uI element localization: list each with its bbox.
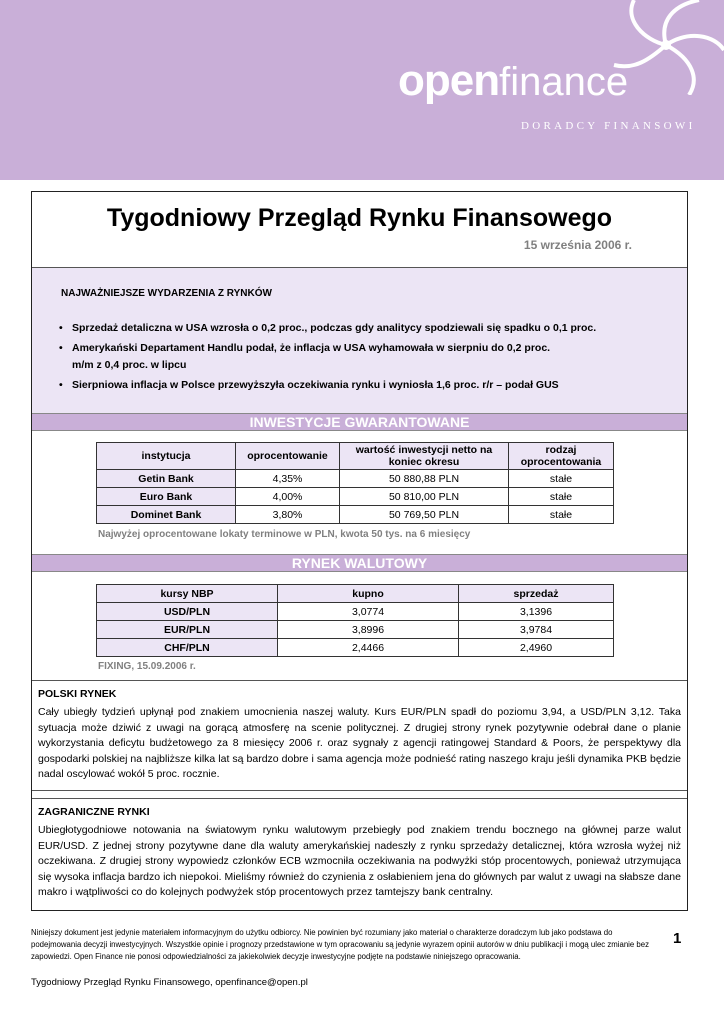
footer-line: Tygodniowy Przegląd Rynku Finansowego, openfinance@open.pl [31, 977, 308, 988]
investments-table [96, 442, 614, 524]
table-cell: stałe [509, 488, 614, 506]
polish-market-section [32, 680, 687, 791]
column-header: rodzaj oprocentowania [509, 443, 614, 470]
brand-logo [398, 56, 628, 106]
section-body: Ubiegłotygodniowe notowania na światowym rynku walutowym przebiegły pod znakiem trendu bocznego na głównej parze walut EUR/USD. Z jednej strony pozytywne dane dla waluty amerykańskiej nadeszły z rynku sprzedaży detalicznej, która wzrosła wyżej niż oczekiwana. Z drugiej strony wypowiedz członków ECB wzmocniła oczekiwania na podwyżki stóp procentowych, ponieważ utrzymująca się wysoka inflacja bardzo ich niepokoi. Mieliśmy również do czynienia z osłabieniem jena do głównych par walut z uwagi na słabsze dane makro i wątpliwości co do kolejnych podwyżek stóp procentowych przez tamtejszy bank centralny. [38, 824, 681, 899]
table-row [97, 488, 614, 506]
table-cell: CHF/PLN [97, 639, 278, 657]
report-date: 15 września 2006 r. [523, 238, 632, 252]
column-header: wartość inwestycji netto na koniec okresu [340, 443, 509, 470]
section-title: POLSKI RYNEK [38, 688, 117, 700]
exchange-rates-table [96, 584, 614, 657]
logo-finance-text: finance [499, 60, 629, 104]
column-header: sprzedaż [459, 585, 614, 603]
disclaimer-text: Niniejszy dokument jest jedynie materiałem informacyjnym do użytku odbiorcy. Nie powinien być rozumiany jako materiał o charakterze doradczym lub jako podstawa do podejmowania decyzji inwestycyjnych. Wszystkie opinie i prognozy przedstawione w tym opracowaniu są jedynie wyrazem opinii autorów w dniu publikacji i mogą ulec zmianie bez zapowiedzi. Open Finance nie ponosi odpowiedzialności za jakiekolwiek decyzje inwestycyjne podjęte na podstawie niniejszego opracowania. [31, 928, 649, 961]
investments-note: Najwyżej oprocentowane lokaty terminowe w PLN, kwota 50 tys. na 6 miesięcy [98, 529, 471, 540]
table-cell: stałe [509, 470, 614, 488]
table-cell: 50 880,88 PLN [340, 470, 509, 488]
table-row [97, 506, 614, 524]
table-cell: Euro Bank [97, 488, 236, 506]
column-header: kupno [278, 585, 459, 603]
list-item: • Amerykański Departament Handlu podał, że inflacja w USA wyhamowała w sierpniu do 0,2 proc. m/m z 0,4 proc. w lipcu [59, 340, 557, 374]
table-cell: 3,1396 [459, 603, 614, 621]
header-banner [0, 0, 724, 180]
key-events-section [32, 267, 687, 415]
page-number: 1 [673, 930, 682, 947]
guaranteed-investments-band: INWESTYCJE GWARANTOWANE [32, 413, 687, 431]
table-cell: 50 769,50 PLN [340, 506, 509, 524]
table-cell: 4,35% [236, 470, 340, 488]
table-row [97, 603, 614, 621]
table-row [97, 470, 614, 488]
table-cell: 2,4466 [278, 639, 459, 657]
list-item: • Sprzedaż detaliczna w USA wzrosła o 0,2 proc., podczas gdy analitycy spodziewali się spadku o 0,1 proc. [59, 320, 672, 337]
table-header-row [97, 443, 614, 470]
table-cell: 3,8996 [278, 621, 459, 639]
table-cell: stałe [509, 506, 614, 524]
section-body: Cały ubiegły tydzień upłynął pod znakiem umocnienia naszej waluty. Kurs EUR/PLN spadł do poziomu 3,94, a USD/PLN 3,12. Taka sytuacja może dziwić z uwagi na gorącą atmosferę na scenie politycznej. Z drugiej strony rynek pozytywnie odebrał dane o planie wykorzystania deficytu budżetowego za 8 miesięcy 2006 r. oraz sygnały z agencji ratingowej Standard & Poors, że perspektywy dla gospodarki polskiej na najbliższe kilka lat są bardzo dobre i sama agencja może podnieść rating naszego kraju jeśli dynamika PKB będzie nadal oscylować wokół 5 proc. rocznie. [38, 706, 681, 781]
table-cell: Dominet Bank [97, 506, 236, 524]
table-cell: USD/PLN [97, 603, 278, 621]
table-cell: 2,4960 [459, 639, 614, 657]
report-frame [31, 191, 688, 911]
table-cell: 3,0774 [278, 603, 459, 621]
key-events-heading: NAJWAŻNIEJSZE WYDARZENIA Z RYNKÓW [61, 288, 272, 299]
column-header: kursy NBP [97, 585, 278, 603]
key-events-list [59, 320, 672, 397]
logo-open-text: open [398, 56, 500, 105]
column-header: instytucja [97, 443, 236, 470]
table-row [97, 621, 614, 639]
table-cell: 3,9784 [459, 621, 614, 639]
fixing-note: FIXING, 15.09.2006 r. [98, 661, 196, 672]
logo-tagline: DORADCY FINANSOWI [521, 120, 696, 132]
column-header: oprocentowanie [236, 443, 340, 470]
page-title: Tygodniowy Przegląd Rynku Finansowego [106, 204, 613, 232]
table-cell: EUR/PLN [97, 621, 278, 639]
divider [32, 790, 687, 791]
table-cell: 3,80% [236, 506, 340, 524]
table-cell: 4,00% [236, 488, 340, 506]
table-cell: 50 810,00 PLN [340, 488, 509, 506]
table-cell: Getin Bank [97, 470, 236, 488]
section-title: ZAGRANICZNE RYNKI [38, 806, 150, 818]
foreign-markets-section [32, 798, 687, 911]
list-item: • Sierpniowa inflacja w Polsce przewyższyła oczekiwania rynku i wyniosła 1,6 proc. r/r – podał GUS [59, 377, 672, 394]
currency-market-band: RYNEK WALUTOWY [32, 554, 687, 572]
table-row [97, 639, 614, 657]
table-header-row [97, 585, 614, 603]
